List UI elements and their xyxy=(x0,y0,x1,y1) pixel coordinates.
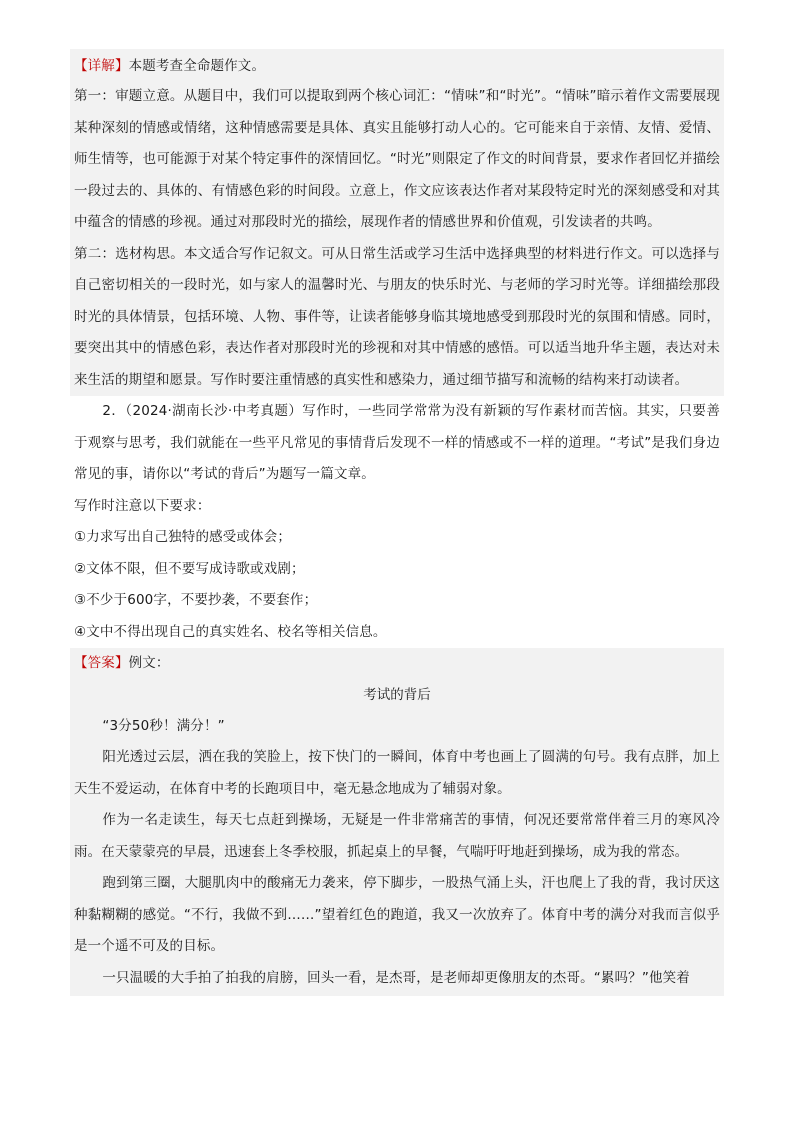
essay-title: 考试的背后 xyxy=(363,686,431,703)
answer-tag: 【答案】 xyxy=(74,655,129,671)
requirement-item: ②文体不限，但不要写成诗歌或戏剧； xyxy=(74,560,305,577)
analysis-intro xyxy=(70,49,724,81)
answer-label: 例文： xyxy=(128,655,170,671)
requirement-item: ③不少于600字，不要抄袭，不要套作； xyxy=(74,592,318,608)
essay-paragraph: “3分50秒！满分！” xyxy=(102,717,225,734)
analysis-section xyxy=(70,49,724,396)
requirement-item: ①力求写出自己独特的感受或体会； xyxy=(74,529,292,545)
requirement-item: ④文中不得出现自己的真实姓名、校名等相关信息。 xyxy=(74,623,387,640)
answer-section xyxy=(70,648,724,996)
analysis-step-1: 第一：审题立意。从题目中，我们可以提取到两个核心词汇：“情味”和“时光”。“情味”暗示着作文需要展现某种深刻的情感或情绪，这种情感需要是具体、真实且能够打动人心的。它可能来自于亲情、友情、爱情、师生情等，也可能源于对某个特定事件的深情回忆。“时光”则限定了作文的时间背景，要求作者回忆并描绘一段过去的、具体的、有情感色彩的时间段。立意上，作文应该表达作者对某段特定时光的深刻感受和对其中蕴含的情感的珍视。通过对那段时光的描绘，展现作者的情感世界和价值观，引发读者的共鸣。 xyxy=(74,88,720,230)
analysis-step-2: 第二：选材构思。本文适合写作记叙文。可从日常生活或学习生活中选择典型的材料进行作文。可以选择与自己密切相关的一段时光，如与家人的温馨时光、与朋友的快乐时光、与老师的学习时光等。详细描绘那段时光的具体情景，包括环境、人物、事件等，让读者能够身临其境地感受到那段时光的氛围和情感。同时，要突出其中的情感色彩，表达作者对那段时光的珍视和对其中情感的感悟。可以适当地升华主题，表达对未来生活的期望和愿景。写作时要注重情感的真实性和感染力，通过细节描写和流畅的结构来打动读者。 xyxy=(74,245,720,388)
essay-paragraph: 一只温暖的大手拍了拍我的肩膀，回头一看，是杰哥，是老师却更像朋友的杰哥。“累吗？”他笑着 xyxy=(102,969,690,986)
question-prompt: 2．（2024·湖南长沙·中考真题）写作时，一些同学常常为没有新颖的写作素材而苦恼。其实，只要善于观察与思考，我们就能在一些平凡常见的事情背后发现不一样的情感或不一样的道理。“考试”是我们身边常见的事，请你以“考试的背后”为题写一篇文章。 xyxy=(74,403,720,482)
document-page xyxy=(70,49,724,996)
essay-paragraph: 阳光透过云层，洒在我的笑脸上，按下快门的一瞬间，体育中考也画上了圆满的句号。我有点胖，加上天生不爱运动，在体育中考的长跑项目中，毫无悬念地成为了辅弱对象。 xyxy=(74,749,720,797)
question-section xyxy=(70,396,724,648)
essay-paragraph: 作为一名走读生，每天七点赶到操场，无疑是一件非常痛苦的事情，何况还要常常伴着三月的寒风冷雨。在天蒙蒙亮的早晨，迅速套上冬季校服，抓起桌上的早餐，气喘吁吁地赶到操场，成为我的常态。 xyxy=(74,812,720,860)
answer-header xyxy=(70,648,724,680)
essay-paragraph: 跑到第三圈，大腿肌肉中的酸痛无力袭来，停下脚步，一股热气涌上头，汗也爬上了我的背，我讨厌这种黏糊糊的感觉。“不行，我做不到……”望着红色的跑道，我又一次放弃了。体育中考的满分对我而言似乎是一个遥不可及的目标。 xyxy=(74,875,720,954)
requirements-intro: 写作时注意以下要求： xyxy=(74,497,211,514)
analysis-intro-text: 本题考查全命题作文。 xyxy=(128,58,266,74)
analysis-tag: 【详解】 xyxy=(74,58,129,74)
